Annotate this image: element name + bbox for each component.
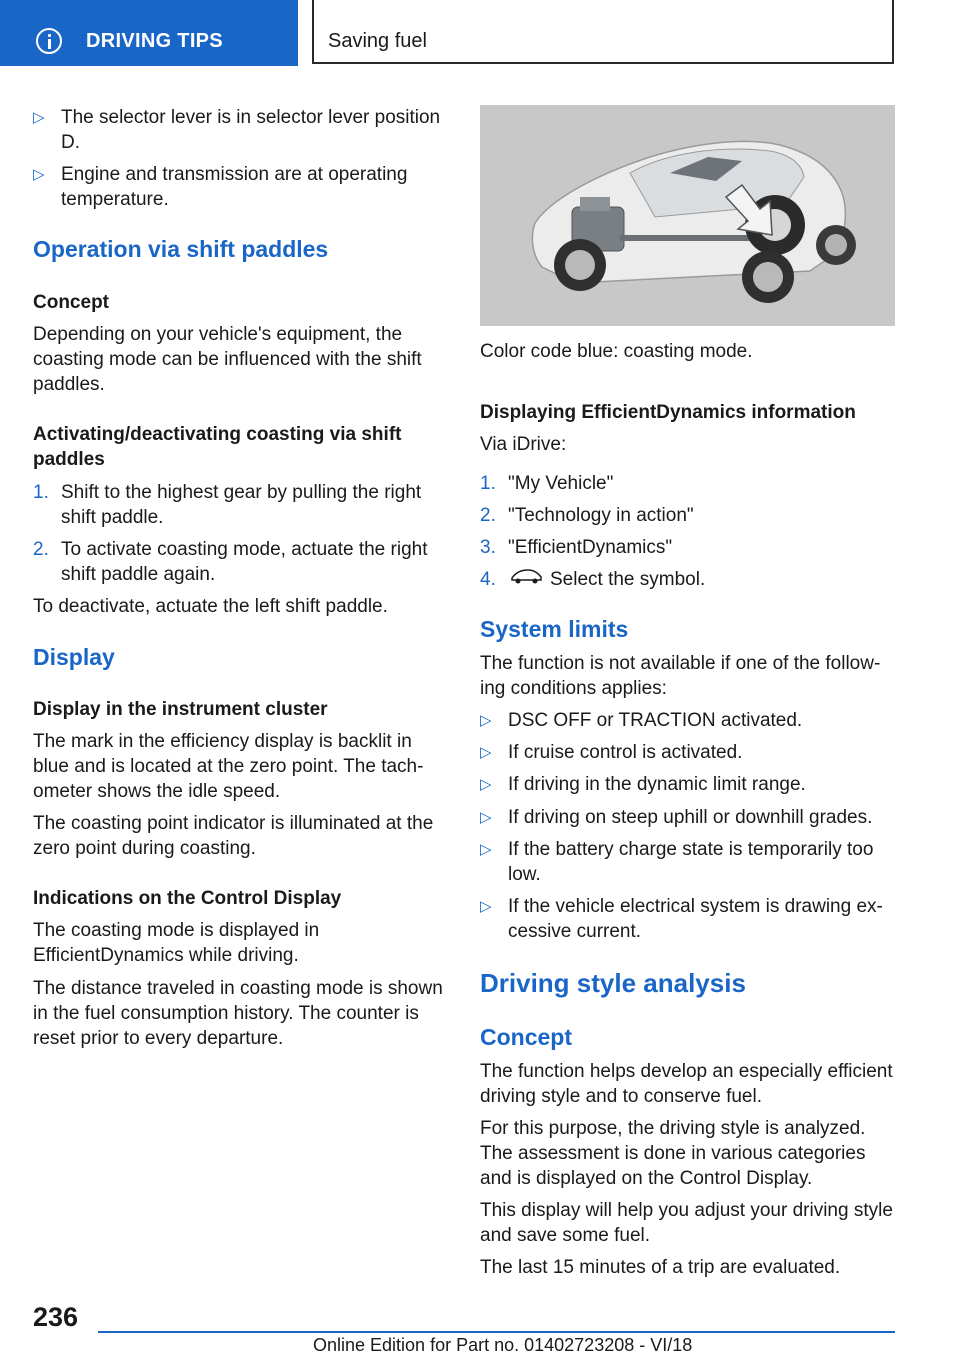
section-title: Saving fuel bbox=[328, 30, 427, 52]
triangle-bullet-icon: ▷ bbox=[480, 712, 492, 729]
triangle-bullet-icon: ▷ bbox=[480, 744, 492, 761]
figure-caption: Color code blue: coasting mode. bbox=[480, 341, 753, 362]
heading-shift-paddles: Operation via shift paddles bbox=[33, 236, 329, 262]
concept-label: Concept bbox=[33, 292, 109, 313]
heading-system-limits: System limits bbox=[480, 616, 629, 642]
heading-driving-style: Driving style analysis bbox=[480, 968, 746, 998]
analysis-text: This display will help you adjust your driving style and save some fuel. bbox=[480, 1200, 893, 1246]
section-header bbox=[312, 0, 894, 64]
control-label: Indications on the Control Display bbox=[33, 888, 342, 909]
page-number: 236 bbox=[33, 1302, 79, 1332]
edition-text: Online Edition for Part no. 01402723208 - VI/18 bbox=[313, 1335, 693, 1355]
info-icon bbox=[36, 28, 62, 54]
triangle-bullet-icon: ▷ bbox=[480, 898, 492, 915]
analysis-text: The last 15 minutes of a trip are evaluated. bbox=[480, 1257, 841, 1278]
analysis-text: For this purpose, the driving style is analyzed. The assessment is done in various categories and is displayed on the Control Display. bbox=[480, 1118, 866, 1189]
efficient-label: Displaying EfficientDynamics information bbox=[480, 402, 856, 423]
triangle-bullet-icon: ▷ bbox=[480, 809, 492, 826]
triangle-bullet-icon: ▷ bbox=[480, 841, 492, 858]
limits-intro: The function is not available if one of the following conditions applies: bbox=[480, 653, 881, 699]
triangle-bullet-icon: ▷ bbox=[33, 109, 45, 126]
efficiency-car-icon bbox=[508, 567, 544, 594]
control-text: The coasting mode is displayed in EfficientDynamics while driving. bbox=[33, 920, 320, 966]
cluster-label: Display in the instrument cluster bbox=[33, 699, 328, 720]
chapter-tab bbox=[0, 0, 298, 66]
activating-label: Activating/deactivating coasting via shift paddles bbox=[33, 424, 402, 470]
deactivate-text: To deactivate, actuate the left shift paddle. bbox=[33, 596, 388, 617]
heading-display: Display bbox=[33, 644, 115, 670]
concept-text: Depending on your vehicle's equipment, the coasting mode can be influenced with the shift paddles. bbox=[33, 324, 422, 395]
analysis-text: The function helps develop an especially efficient driving style and to conserve fuel. bbox=[480, 1061, 893, 1107]
cluster-text: The coasting point indicator is illuminated at the zero point during coasting. bbox=[33, 813, 434, 859]
triangle-bullet-icon: ▷ bbox=[480, 776, 492, 793]
car-illustration-icon bbox=[480, 105, 895, 326]
heading-concept: Concept bbox=[480, 1024, 572, 1050]
cluster-text: The mark in the efficiency display is backlit in blue and is located at the zero point. The tachometer shows the idle speed. bbox=[33, 731, 424, 802]
control-text: The distance traveled in coasting mode is shown in the fuel consumption history. The counter is reset prior to every departure. bbox=[33, 978, 443, 1049]
via-idrive: Via iDrive: bbox=[480, 434, 567, 455]
car-coasting-figure bbox=[480, 105, 895, 326]
chapter-title: DRIVING TIPS bbox=[86, 30, 223, 52]
footer-divider bbox=[98, 1331, 895, 1333]
triangle-bullet-icon: ▷ bbox=[33, 166, 45, 183]
